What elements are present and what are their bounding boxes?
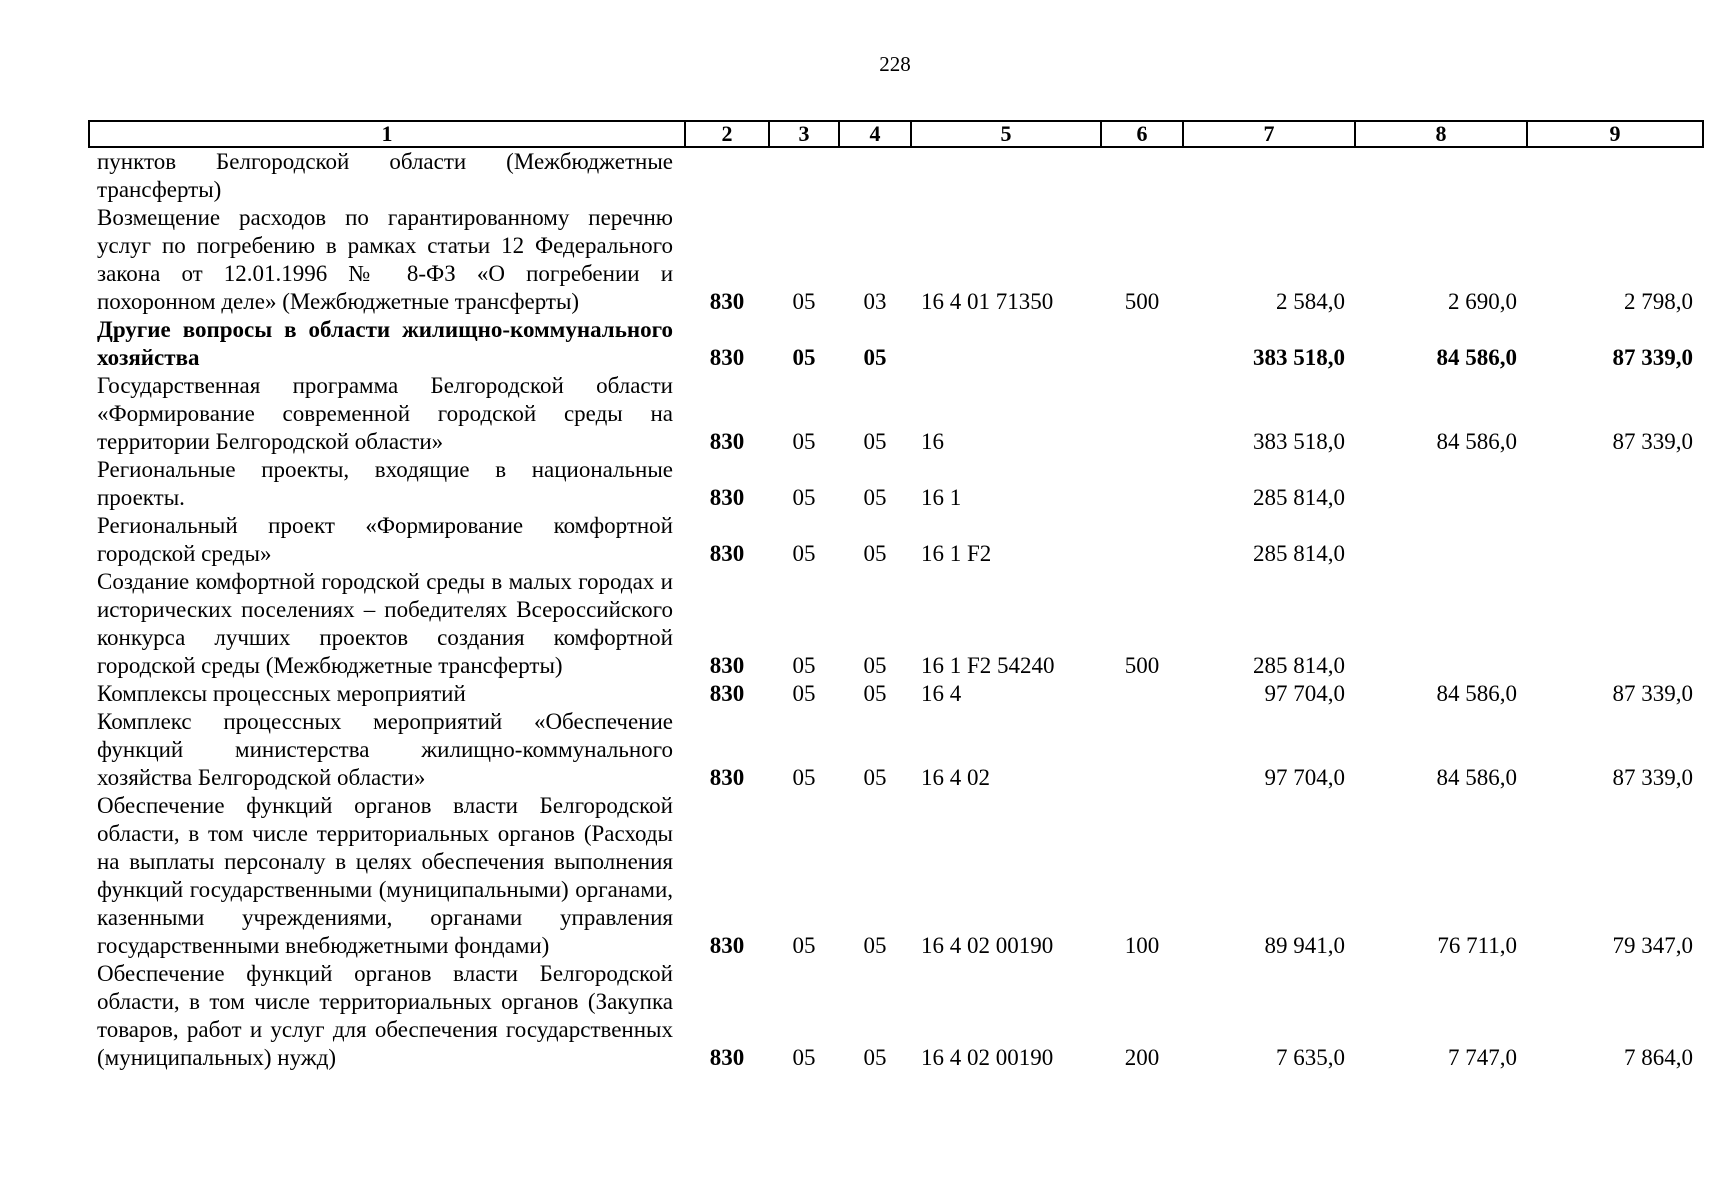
- row-col-6: 100: [1124, 933, 1160, 958]
- row-col-4: [839, 147, 911, 204]
- row-col-9: [1527, 456, 1703, 512]
- row-col-3: 05: [792, 681, 816, 706]
- row-col-7: 383 518,0: [1253, 429, 1345, 454]
- row-col-3: 05: [792, 485, 816, 510]
- row-col-3: 05: [792, 1045, 816, 1070]
- row-name: Обеспечение функций органов власти Белгородской области, в том числе территориальных органов (Расходы на выплаты персоналу в целях обеспечения выполнения функций государственными (муниципальными) органами, казенными учреждениями, органами управления государственными внебюджетными фондами): [97, 793, 673, 958]
- row-col-2: 830: [709, 933, 745, 958]
- row-col-8: 84 586,0: [1436, 345, 1517, 370]
- header-cell-4: 4: [839, 121, 911, 147]
- row-col-6: 200: [1124, 1045, 1160, 1070]
- header-cell-2: 2: [685, 121, 769, 147]
- row-col-8: [1355, 568, 1527, 680]
- row-name: Региональные проекты, входящие в национальные проекты.: [97, 457, 673, 510]
- row-col-5: 16 4 02 00190: [921, 933, 1054, 958]
- header-cell-1: 1: [89, 121, 685, 147]
- row-col-2: 830: [709, 485, 745, 510]
- row-col-3: 05: [792, 933, 816, 958]
- row-name: Комплексы процессных мероприятий: [97, 681, 466, 706]
- row-col-4: 05: [863, 345, 887, 370]
- row-col-2: 830: [709, 653, 745, 678]
- row-col-5: 16 1: [921, 485, 962, 510]
- row-col-8: [1355, 512, 1527, 568]
- row-name: Государственная программа Белгородской области «Формирование современной городской среды на территории Белгородской области»: [97, 373, 673, 454]
- row-col-3: 05: [792, 765, 816, 790]
- row-col-9: 7 864,0: [1624, 1045, 1693, 1070]
- row-col-2: 830: [709, 541, 745, 566]
- row-col-6: 500: [1124, 653, 1160, 678]
- row-col-7: 97 704,0: [1264, 681, 1345, 706]
- row-col-9: 87 339,0: [1612, 681, 1693, 706]
- row-col-6: [1101, 372, 1183, 456]
- row-col-5: 16 4: [921, 681, 962, 706]
- row-col-8: [1355, 456, 1527, 512]
- row-col-8: [1355, 147, 1527, 204]
- row-col-8: 84 586,0: [1436, 765, 1517, 790]
- row-col-9: 87 339,0: [1612, 429, 1693, 454]
- header-row: [89, 121, 1703, 147]
- header-cell-6: 6: [1101, 121, 1183, 147]
- row-col-5: 16: [921, 429, 944, 454]
- row-col-6: [1101, 512, 1183, 568]
- row-col-7: [1183, 147, 1355, 204]
- table-row: [89, 372, 1703, 456]
- row-col-8: 84 586,0: [1436, 681, 1517, 706]
- table-row: [89, 960, 1703, 1072]
- row-col-2: 830: [709, 765, 745, 790]
- header-cell-8: 8: [1355, 121, 1527, 147]
- row-col-4: 05: [863, 765, 887, 790]
- row-col-5: [911, 316, 1101, 372]
- row-col-4: 05: [863, 541, 887, 566]
- row-col-5: 16 4 02 00190: [921, 1045, 1054, 1070]
- row-col-2: 830: [709, 289, 745, 314]
- table-row: [89, 204, 1703, 316]
- row-name: Создание комфортной городской среды в малых городах и исторических поселениях – победителях Всероссийского конкурса лучших проектов создания комфортной городской среды (Межбюджетные трансферты): [97, 569, 673, 678]
- row-col-6: [1101, 680, 1183, 708]
- row-col-7: 2 584,0: [1276, 289, 1345, 314]
- table-row-section: [89, 316, 1703, 372]
- row-col-4: 05: [863, 485, 887, 510]
- row-name: Комплекс процессных мероприятий «Обеспечение функций министерства жилищно-коммунального хозяйства Белгородской области»: [97, 709, 673, 790]
- row-name: Региональный проект «Формирование комфортной городской среды»: [97, 513, 673, 566]
- row-col-3: 05: [792, 345, 816, 370]
- row-col-7: 89 941,0: [1264, 933, 1345, 958]
- row-col-5: 16 1 F2 54240: [921, 653, 1055, 678]
- row-name: пунктов Белгородской области (Межбюджетные трансферты): [97, 149, 673, 202]
- row-col-6: 500: [1124, 289, 1160, 314]
- row-col-9: [1527, 568, 1703, 680]
- row-col-2: 830: [709, 681, 745, 706]
- row-col-7: 285 814,0: [1253, 541, 1345, 566]
- header-cell-7: 7: [1183, 121, 1355, 147]
- row-col-9: [1527, 147, 1703, 204]
- row-col-5: 16 1 F2: [921, 541, 992, 566]
- row-col-2: [685, 147, 769, 204]
- row-col-8: 2 690,0: [1448, 289, 1517, 314]
- row-col-7: 285 814,0: [1253, 485, 1345, 510]
- row-col-7: 285 814,0: [1253, 653, 1345, 678]
- row-col-6: [1101, 316, 1183, 372]
- row-col-4: 05: [863, 429, 887, 454]
- row-col-9: [1527, 512, 1703, 568]
- table-row: [89, 792, 1703, 960]
- row-col-2: 830: [709, 345, 745, 370]
- table-row: [89, 147, 1703, 204]
- row-col-6: [1101, 456, 1183, 512]
- header-cell-5: 5: [911, 121, 1101, 147]
- row-col-5: [911, 147, 1101, 204]
- row-col-8: 84 586,0: [1436, 429, 1517, 454]
- header-cell-9: 9: [1527, 121, 1703, 147]
- row-name: Возмещение расходов по гарантированному перечню услуг по погребению в рамках статьи 12 Федерального закона от 12.01.1996 № 8-ФЗ «О погребении и похоронном деле» (Межбюджетные трансферты): [97, 205, 673, 314]
- row-col-6: [1101, 147, 1183, 204]
- row-col-2: 830: [709, 429, 745, 454]
- row-col-3: 05: [792, 653, 816, 678]
- row-col-7: 97 704,0: [1264, 765, 1345, 790]
- row-col-9: 2 798,0: [1624, 289, 1693, 314]
- row-col-7: 7 635,0: [1276, 1045, 1345, 1070]
- row-col-8: 76 711,0: [1437, 933, 1517, 958]
- page-number: 228: [879, 52, 911, 76]
- row-col-3: [769, 147, 839, 204]
- table-row: [89, 456, 1703, 512]
- row-col-4: 05: [863, 933, 887, 958]
- row-col-2: 830: [709, 1045, 745, 1070]
- row-name: Обеспечение функций органов власти Белгородской области, в том числе территориальных органов (Закупка товаров, работ и услуг для обеспечения государственных (муниципальных) нужд): [97, 961, 673, 1070]
- row-col-8: 7 747,0: [1448, 1045, 1517, 1070]
- row-col-3: 05: [792, 429, 816, 454]
- row-col-4: 05: [863, 681, 887, 706]
- table-body: [89, 147, 1703, 1072]
- row-col-9: 87 339,0: [1612, 765, 1693, 790]
- row-col-3: 05: [792, 289, 816, 314]
- table-row: [89, 512, 1703, 568]
- row-col-7: 383 518,0: [1253, 345, 1345, 370]
- row-col-6: [1101, 708, 1183, 792]
- table-row: [89, 680, 1703, 708]
- budget-table: [88, 120, 1704, 1072]
- row-col-5: 16 4 01 71350: [921, 289, 1054, 314]
- row-col-9: 87 339,0: [1612, 345, 1693, 370]
- row-name: Другие вопросы в области жилищно-коммунального хозяйства: [97, 317, 673, 370]
- table-row: [89, 568, 1703, 680]
- row-col-3: 05: [792, 541, 816, 566]
- row-col-5: 16 4 02: [921, 765, 990, 790]
- row-col-4: 05: [863, 1045, 887, 1070]
- row-col-4: 03: [863, 289, 887, 314]
- header-cell-3: 3: [769, 121, 839, 147]
- table-row: [89, 708, 1703, 792]
- row-col-4: 05: [863, 653, 887, 678]
- row-col-9: 79 347,0: [1612, 933, 1693, 958]
